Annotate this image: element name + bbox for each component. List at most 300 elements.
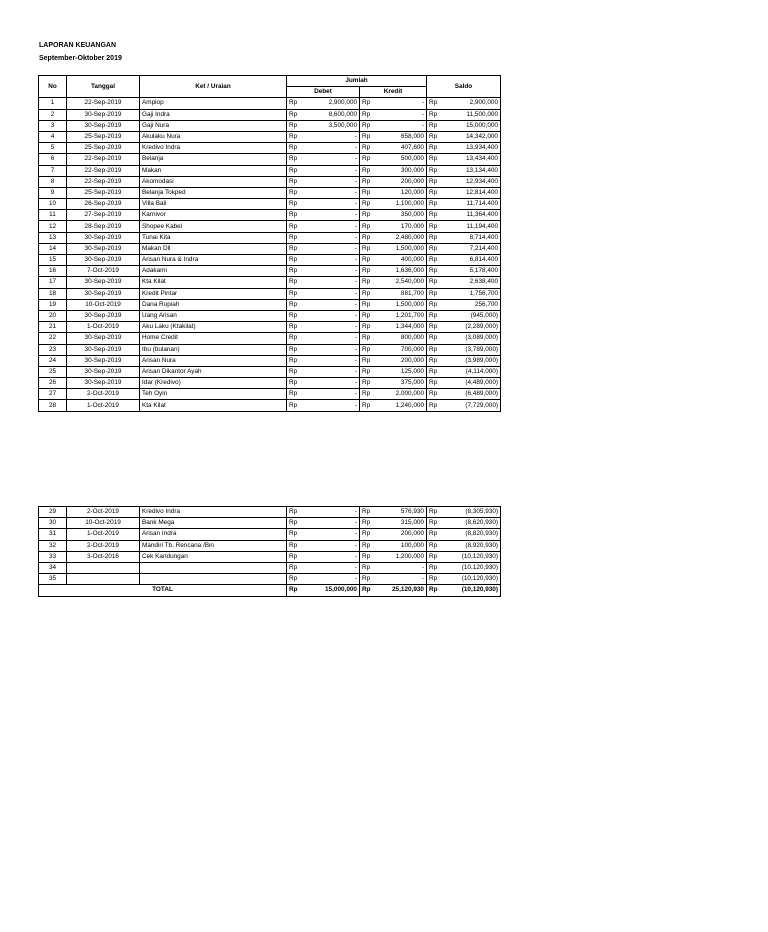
currency-label: Rp <box>360 518 374 529</box>
row-credit: - <box>374 98 427 109</box>
row-description: Shopee Kabel <box>140 221 287 232</box>
currency-label: Rp <box>427 210 441 221</box>
total-balance: (10,120,930) <box>441 585 501 596</box>
row-credit: - <box>374 562 427 573</box>
row-description: Kta Kilat <box>140 400 287 411</box>
table-row <box>39 165 501 176</box>
row-description: Teh Oyin <box>140 389 287 400</box>
currency-label: Rp <box>287 154 301 165</box>
row-balance: (10,120,930) <box>441 574 501 585</box>
row-debit: - <box>301 378 360 389</box>
currency-label: Rp <box>287 165 301 176</box>
currency-label: Rp <box>427 529 441 540</box>
currency-label: Rp <box>427 355 441 366</box>
row-number: 35 <box>39 574 67 585</box>
row-date: 22-Sep-2019 <box>67 176 140 187</box>
row-debit: - <box>301 232 360 243</box>
row-description: Home Credit <box>140 333 287 344</box>
table-row <box>39 154 501 165</box>
currency-label: Rp <box>427 187 441 198</box>
currency-label: Rp <box>360 507 374 518</box>
row-date: 7-Oct-2019 <box>67 266 140 277</box>
currency-label: Rp <box>287 529 301 540</box>
currency-label: Rp <box>287 518 301 529</box>
row-description: Karnivor <box>140 210 287 221</box>
currency-label: Rp <box>427 333 441 344</box>
row-number: 7 <box>39 165 67 176</box>
currency-label: Rp <box>360 255 374 266</box>
currency-label: Rp <box>427 310 441 321</box>
row-number: 11 <box>39 210 67 221</box>
row-description: Arisan Nura <box>140 355 287 366</box>
currency-label: Rp <box>427 507 441 518</box>
row-debit: - <box>301 288 360 299</box>
row-description: Akomodasi <box>140 176 287 187</box>
currency-label: Rp <box>360 585 374 596</box>
row-description <box>140 574 287 585</box>
row-credit: 200,000 <box>374 355 427 366</box>
row-debit: - <box>301 551 360 562</box>
table-row <box>39 310 501 321</box>
currency-label: Rp <box>360 187 374 198</box>
row-date: 30-Sep-2019 <box>67 277 140 288</box>
table-row <box>39 299 501 310</box>
header-credit: Kredit <box>360 87 427 98</box>
table-row <box>39 322 501 333</box>
table-row <box>39 187 501 198</box>
currency-label: Rp <box>427 562 441 573</box>
row-date: 25-Sep-2019 <box>67 187 140 198</box>
currency-label: Rp <box>427 232 441 243</box>
row-credit: 375,000 <box>374 378 427 389</box>
row-balance: (4,114,000) <box>441 366 501 377</box>
row-credit: 170,000 <box>374 221 427 232</box>
currency-label: Rp <box>427 221 441 232</box>
table-row <box>39 389 501 400</box>
table-row <box>39 255 501 266</box>
currency-label: Rp <box>427 551 441 562</box>
row-debit: - <box>301 355 360 366</box>
header-description: Ket / Uraian <box>140 76 287 98</box>
currency-label: Rp <box>427 585 441 596</box>
row-description: Mandiri Tb. Rencana /Bin <box>140 540 287 551</box>
currency-label: Rp <box>360 277 374 288</box>
row-balance: (945,000) <box>441 310 501 321</box>
row-date: 30-Sep-2019 <box>67 288 140 299</box>
currency-label: Rp <box>360 98 374 109</box>
row-balance: 2,638,400 <box>441 277 501 288</box>
row-debit: - <box>301 540 360 551</box>
row-number: 23 <box>39 344 67 355</box>
row-credit: 2,480,000 <box>374 232 427 243</box>
row-debit: - <box>301 154 360 165</box>
row-date: 30-Sep-2019 <box>67 355 140 366</box>
row-description: Gaji Nura <box>140 120 287 131</box>
row-number: 21 <box>39 322 67 333</box>
row-debit: - <box>301 299 360 310</box>
table-row <box>39 277 501 288</box>
row-number: 2 <box>39 109 67 120</box>
currency-label: Rp <box>287 540 301 551</box>
table-row <box>39 400 501 411</box>
currency-label: Rp <box>287 277 301 288</box>
table-row <box>39 378 501 389</box>
row-description <box>140 562 287 573</box>
currency-label: Rp <box>287 585 301 596</box>
row-credit: 350,000 <box>374 210 427 221</box>
table-row <box>39 551 501 562</box>
row-number: 30 <box>39 518 67 529</box>
row-date: 2-Oct-2019 <box>67 389 140 400</box>
currency-label: Rp <box>287 355 301 366</box>
row-balance: (3,789,000) <box>441 344 501 355</box>
row-date: 1-Oct-2019 <box>67 529 140 540</box>
row-number: 27 <box>39 389 67 400</box>
row-debit: - <box>301 366 360 377</box>
currency-label: Rp <box>360 288 374 299</box>
row-description: Arisan Nura & Indra <box>140 255 287 266</box>
row-credit: - <box>374 109 427 120</box>
table-row <box>39 344 501 355</box>
table-row <box>39 529 501 540</box>
row-number: 25 <box>39 366 67 377</box>
currency-label: Rp <box>360 574 374 585</box>
currency-label: Rp <box>360 310 374 321</box>
ledger-table-page-1 <box>38 75 501 412</box>
row-balance: (8,920,930) <box>441 540 501 551</box>
row-description: Ibu (bulanan) <box>140 344 287 355</box>
currency-label: Rp <box>287 288 301 299</box>
row-description: Bank Mega <box>140 518 287 529</box>
currency-label: Rp <box>287 199 301 210</box>
table-row <box>39 176 501 187</box>
row-debit: - <box>301 210 360 221</box>
currency-label: Rp <box>360 366 374 377</box>
row-description: Gaji Indra <box>140 109 287 120</box>
row-credit: - <box>374 120 427 131</box>
row-description: Aku Laku (Ktakilat) <box>140 322 287 333</box>
currency-label: Rp <box>427 344 441 355</box>
table-row <box>39 199 501 210</box>
row-balance: 11,500,000 <box>441 109 501 120</box>
row-date: 30-Sep-2019 <box>67 255 140 266</box>
currency-label: Rp <box>287 266 301 277</box>
row-debit: - <box>301 255 360 266</box>
row-credit: 100,000 <box>374 540 427 551</box>
total-debit: 15,000,000 <box>301 585 360 596</box>
row-description: Amplop <box>140 98 287 109</box>
row-credit: 200,000 <box>374 529 427 540</box>
row-debit: - <box>301 143 360 154</box>
row-debit: - <box>301 310 360 321</box>
row-date: 30-Sep-2019 <box>67 243 140 254</box>
row-number: 4 <box>39 131 67 142</box>
currency-label: Rp <box>427 322 441 333</box>
currency-label: Rp <box>287 574 301 585</box>
row-credit: 200,000 <box>374 176 427 187</box>
row-debit: 3,500,000 <box>301 120 360 131</box>
row-date: 10-Oct-2019 <box>67 518 140 529</box>
currency-label: Rp <box>360 176 374 187</box>
currency-label: Rp <box>360 199 374 210</box>
currency-label: Rp <box>360 131 374 142</box>
currency-label: Rp <box>287 176 301 187</box>
currency-label: Rp <box>427 288 441 299</box>
row-balance: (6,489,000) <box>441 389 501 400</box>
currency-label: Rp <box>287 98 301 109</box>
header-amount: Jumlah <box>287 76 427 87</box>
row-number: 31 <box>39 529 67 540</box>
row-credit: 1,344,000 <box>374 322 427 333</box>
row-debit: - <box>301 389 360 400</box>
row-date: 25-Sep-2019 <box>67 131 140 142</box>
currency-label: Rp <box>360 210 374 221</box>
row-number: 5 <box>39 143 67 154</box>
currency-label: Rp <box>360 400 374 411</box>
row-date: 2-Oct-2019 <box>67 540 140 551</box>
row-credit: 300,000 <box>374 165 427 176</box>
row-debit: - <box>301 277 360 288</box>
row-date: 2-Oct-2019 <box>67 507 140 518</box>
row-credit: 1,240,000 <box>374 400 427 411</box>
currency-label: Rp <box>427 574 441 585</box>
row-debit: - <box>301 199 360 210</box>
table-row <box>39 210 501 221</box>
row-credit: 700,000 <box>374 344 427 355</box>
row-number: 3 <box>39 120 67 131</box>
row-number: 32 <box>39 540 67 551</box>
table-row <box>39 109 501 120</box>
row-credit: 2,540,000 <box>374 277 427 288</box>
row-credit: - <box>374 574 427 585</box>
currency-label: Rp <box>360 378 374 389</box>
row-description: Kredivo Indra <box>140 143 287 154</box>
row-balance: 11,714,400 <box>441 199 501 210</box>
row-description: Arisan Dikantor Ayah <box>140 366 287 377</box>
row-credit: 576,930 <box>374 507 427 518</box>
row-debit: - <box>301 574 360 585</box>
row-description: Dana Rupiah <box>140 299 287 310</box>
row-credit: 1,200,000 <box>374 551 427 562</box>
currency-label: Rp <box>427 266 441 277</box>
row-date: 30-Sep-2019 <box>67 344 140 355</box>
currency-label: Rp <box>287 131 301 142</box>
row-balance: 13,134,400 <box>441 165 501 176</box>
currency-label: Rp <box>287 344 301 355</box>
row-date: 30-Sep-2019 <box>67 120 140 131</box>
row-description: Arisan Indra <box>140 529 287 540</box>
row-description: Tunai Kita <box>140 232 287 243</box>
table-row <box>39 518 501 529</box>
currency-label: Rp <box>427 518 441 529</box>
currency-label: Rp <box>427 154 441 165</box>
row-debit: 8,600,000 <box>301 109 360 120</box>
table-row <box>39 120 501 131</box>
ledger-table-page-2 <box>38 506 501 597</box>
currency-label: Rp <box>360 232 374 243</box>
currency-label: Rp <box>427 255 441 266</box>
row-date: 1-Oct-2019 <box>67 322 140 333</box>
currency-label: Rp <box>360 221 374 232</box>
row-credit: 1,636,000 <box>374 266 427 277</box>
row-number: 19 <box>39 299 67 310</box>
report-title: LAPORAN KEUANGAN <box>39 42 116 49</box>
row-credit: 2,000,000 <box>374 389 427 400</box>
table-row <box>39 355 501 366</box>
currency-label: Rp <box>360 243 374 254</box>
row-balance: 6,814,400 <box>441 255 501 266</box>
currency-label: Rp <box>427 120 441 131</box>
ledger-body-page-1 <box>39 98 501 411</box>
row-date: 1-Oct-2019 <box>67 400 140 411</box>
row-balance: (10,120,930) <box>441 562 501 573</box>
report-period: September-Oktober 2019 <box>39 55 122 62</box>
row-number: 34 <box>39 562 67 573</box>
table-row <box>39 243 501 254</box>
row-debit: - <box>301 176 360 187</box>
currency-label: Rp <box>427 165 441 176</box>
currency-label: Rp <box>427 299 441 310</box>
row-balance: (8,620,930) <box>441 518 501 529</box>
currency-label: Rp <box>287 400 301 411</box>
row-date: 30-Sep-2019 <box>67 366 140 377</box>
row-date <box>67 562 140 573</box>
currency-label: Rp <box>287 366 301 377</box>
row-number: 24 <box>39 355 67 366</box>
row-balance: 13,934,400 <box>441 143 501 154</box>
row-credit: 400,000 <box>374 255 427 266</box>
currency-label: Rp <box>360 322 374 333</box>
currency-label: Rp <box>427 109 441 120</box>
row-debit: - <box>301 562 360 573</box>
currency-label: Rp <box>287 322 301 333</box>
row-description: Kredit Pintar <box>140 288 287 299</box>
currency-label: Rp <box>360 355 374 366</box>
row-number: 14 <box>39 243 67 254</box>
header-date: Tanggal <box>67 76 140 98</box>
row-number: 6 <box>39 154 67 165</box>
currency-label: Rp <box>287 299 301 310</box>
currency-label: Rp <box>427 400 441 411</box>
currency-label: Rp <box>287 243 301 254</box>
currency-label: Rp <box>360 344 374 355</box>
row-description: Adakami <box>140 266 287 277</box>
table-row <box>39 266 501 277</box>
currency-label: Rp <box>427 277 441 288</box>
row-credit: 407,600 <box>374 143 427 154</box>
currency-label: Rp <box>287 210 301 221</box>
currency-label: Rp <box>360 562 374 573</box>
currency-label: Rp <box>360 299 374 310</box>
row-number: 26 <box>39 378 67 389</box>
row-date <box>67 574 140 585</box>
row-credit: 120,000 <box>374 187 427 198</box>
currency-label: Rp <box>360 529 374 540</box>
row-number: 12 <box>39 221 67 232</box>
row-balance: (8,820,930) <box>441 529 501 540</box>
currency-label: Rp <box>287 389 301 400</box>
row-number: 10 <box>39 199 67 210</box>
row-number: 17 <box>39 277 67 288</box>
currency-label: Rp <box>287 333 301 344</box>
row-number: 8 <box>39 176 67 187</box>
row-debit: - <box>301 131 360 142</box>
row-debit: 2,900,000 <box>301 98 360 109</box>
row-balance: 12,934,400 <box>441 176 501 187</box>
row-number: 20 <box>39 310 67 321</box>
row-date: 22-Sep-2019 <box>67 165 140 176</box>
row-date: 25-Sep-2019 <box>67 143 140 154</box>
currency-label: Rp <box>287 120 301 131</box>
row-debit: - <box>301 221 360 232</box>
row-description: Kta Kilat <box>140 277 287 288</box>
row-description: Uang Arisan <box>140 310 287 321</box>
header-no: No <box>39 76 67 98</box>
row-debit: - <box>301 518 360 529</box>
row-description: Akulaku Nura <box>140 131 287 142</box>
row-credit: 1,100,000 <box>374 199 427 210</box>
table-row <box>39 366 501 377</box>
row-debit: - <box>301 333 360 344</box>
row-credit: 125,000 <box>374 366 427 377</box>
table-row <box>39 232 501 243</box>
currency-label: Rp <box>287 143 301 154</box>
total-label: TOTAL <box>39 585 287 596</box>
currency-label: Rp <box>287 310 301 321</box>
currency-label: Rp <box>360 154 374 165</box>
table-row <box>39 288 501 299</box>
row-description: Cek Kandungan <box>140 551 287 562</box>
currency-label: Rp <box>287 109 301 120</box>
row-number: 18 <box>39 288 67 299</box>
currency-label: Rp <box>287 507 301 518</box>
row-number: 22 <box>39 333 67 344</box>
row-date: 28-Sep-2019 <box>67 221 140 232</box>
row-balance: (3,989,000) <box>441 355 501 366</box>
row-date: 22-Sep-2019 <box>67 154 140 165</box>
table-row <box>39 221 501 232</box>
row-credit: 1,201,700 <box>374 310 427 321</box>
total-credit: 25,120,930 <box>374 585 427 596</box>
row-balance: (8,305,930) <box>441 507 501 518</box>
ledger-body-page-2 <box>39 507 501 585</box>
currency-label: Rp <box>427 199 441 210</box>
table-row <box>39 143 501 154</box>
row-balance: 7,214,400 <box>441 243 501 254</box>
row-description: Makan Dll <box>140 243 287 254</box>
row-debit: - <box>301 322 360 333</box>
row-balance: (7,729,000) <box>441 400 501 411</box>
currency-label: Rp <box>287 187 301 198</box>
row-credit: 800,000 <box>374 333 427 344</box>
currency-label: Rp <box>427 143 441 154</box>
currency-label: Rp <box>360 266 374 277</box>
row-debit: - <box>301 400 360 411</box>
row-balance: 15,000,000 <box>441 120 501 131</box>
table-row <box>39 574 501 585</box>
row-debit: - <box>301 507 360 518</box>
row-date: 27-Sep-2019 <box>67 210 140 221</box>
table-row <box>39 333 501 344</box>
row-balance: 11,194,400 <box>441 221 501 232</box>
row-date: 30-Sep-2019 <box>67 333 140 344</box>
table-row <box>39 507 501 518</box>
row-balance: 12,814,400 <box>441 187 501 198</box>
currency-label: Rp <box>360 540 374 551</box>
row-number: 28 <box>39 400 67 411</box>
row-debit: - <box>301 344 360 355</box>
row-debit: - <box>301 266 360 277</box>
